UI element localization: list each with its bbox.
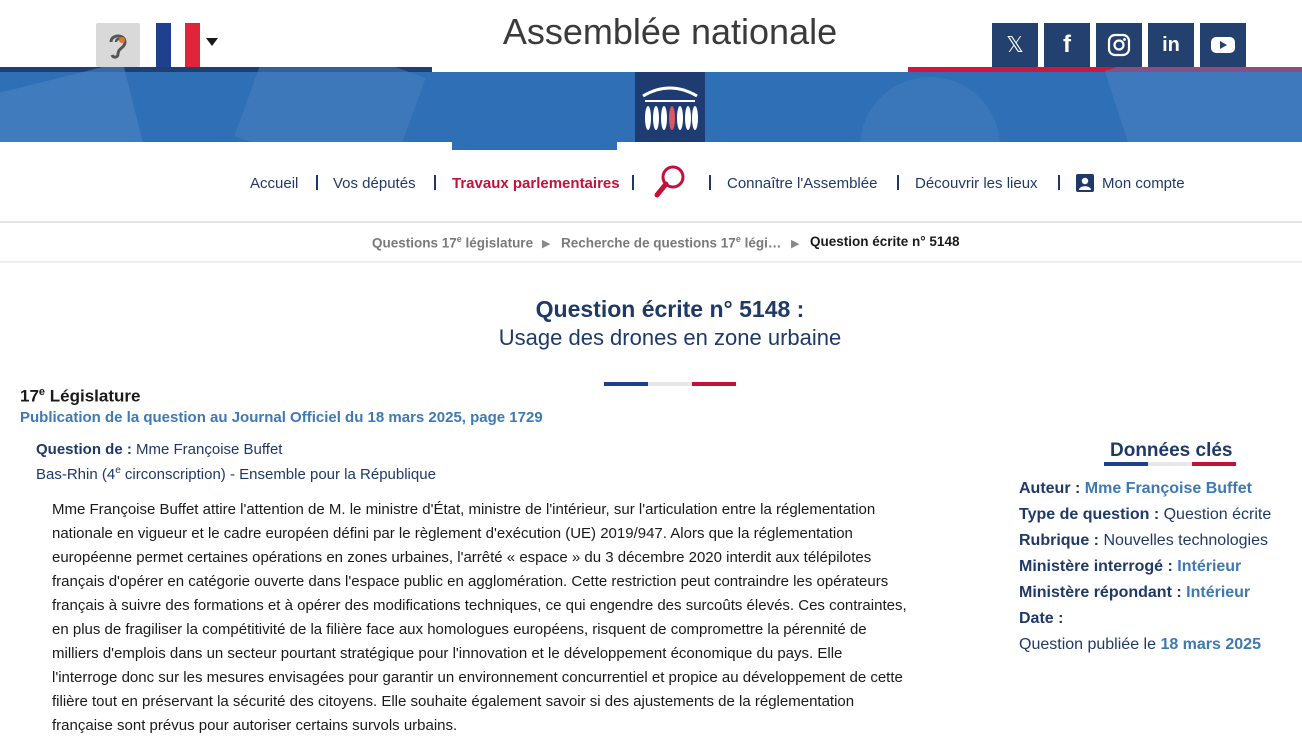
accessibility-button[interactable] (96, 23, 140, 67)
page-title: Question écrite n° 5148 : (535, 296, 805, 322)
main-navigation (0, 150, 1302, 220)
publication-link[interactable]: Publication de la question au Journal Officiel du 18 mars 2025, page 1729 (20, 409, 543, 426)
nav-separator (897, 175, 899, 190)
breadcrumb-text: Questions 17 (372, 235, 457, 251)
flag-red-stripe (185, 23, 200, 67)
key-data-bar-red (1192, 462, 1236, 466)
key-author-link[interactable]: Mme Françoise Buffet (1084, 480, 1252, 497)
key-ministere-interroge-label: Ministère interrogé : (1019, 558, 1173, 575)
key-data-bar-blue (1104, 462, 1148, 466)
question-body (52, 498, 952, 738)
legislature-label (20, 386, 140, 407)
assemblee-logo[interactable] (635, 72, 705, 142)
circonscription (36, 465, 436, 483)
circ-text: Bas-Rhin (4 (36, 466, 116, 483)
key-ministere-interroge-link[interactable]: Intérieur (1177, 558, 1242, 575)
breadcrumb (0, 223, 1302, 263)
breadcrumb-text: légi… (740, 235, 782, 251)
chevron-right-icon: ▶ (542, 238, 551, 250)
body-line: Mme Françoise Buffet attire l'attention de M. le ministre d'État, ministre de l'intérieur, sur l'articulation entre la réglementation (52, 501, 876, 518)
breadcrumb-sup: e (735, 234, 741, 244)
tricolor-bar-red (692, 382, 736, 386)
key-data-title: Données clés (1110, 440, 1233, 461)
key-ministere-repondant (1019, 584, 1250, 602)
key-ministere-repondant-link[interactable]: Intérieur (1186, 584, 1251, 601)
body-line: français à suivre des formations et à opérer des modifications techniques, ce qui engendre des surcoûts élevés. Ces contraintes, (52, 597, 907, 614)
key-type-value: Question écrite (1159, 506, 1272, 523)
key-date-text: Question publiée le (1019, 636, 1161, 653)
body-line: européenne permet certaines opérations en zones urbaines, l'arrêté « espace » du 3 décembre 2020 interdit aux télépilotes (52, 549, 872, 566)
youtube-icon (1210, 35, 1236, 55)
question-author-label: Question de : (36, 441, 132, 458)
hemicycle-logo-icon (635, 72, 705, 142)
key-ministere-repondant-label: Ministère répondant : (1019, 584, 1182, 601)
x-twitter-button[interactable] (992, 23, 1038, 67)
body-line: française sont prévus pour autoriser certains survols urbains. (52, 717, 458, 734)
legislature-sup: e (38, 386, 46, 398)
nav-vos-deputes[interactable]: Vos députés (333, 175, 416, 192)
breadcrumb-sup: e (456, 234, 462, 244)
chevron-right-icon: ▶ (791, 238, 800, 250)
question-author (36, 441, 282, 458)
key-author (1019, 480, 1252, 498)
body-line: filière tout en préservant la sécurité des citoyens. Elle souhaite également savoir si des ajustements de la réglementation (52, 693, 855, 710)
linkedin-icon: in (1162, 33, 1180, 56)
key-rubrique (1019, 532, 1268, 550)
facebook-button[interactable] (1044, 23, 1090, 67)
key-date (1019, 610, 1063, 628)
key-rubrique-label: Rubrique : (1019, 532, 1099, 549)
tricolor-bar-white (648, 382, 692, 386)
circ-text: circonscription) - Ensemble pour la République (120, 466, 436, 483)
key-ministere-interroge (1019, 558, 1241, 576)
key-type (1019, 506, 1271, 524)
question-author-name: Mme Françoise Buffet (131, 441, 283, 458)
nav-decouvrir-lieux[interactable]: Découvrir les lieux (915, 175, 1038, 192)
active-nav-marker (452, 142, 617, 150)
nav-separator (434, 175, 436, 190)
key-type-label: Type de question : (1019, 506, 1160, 523)
nav-travaux-parlementaires[interactable]: Travaux parlementaires (452, 175, 620, 192)
key-author-label: Auteur : (1019, 480, 1081, 497)
tricolor-bar-blue (604, 382, 648, 386)
nav-separator (1058, 175, 1060, 190)
nav-accueil[interactable]: Accueil (250, 175, 299, 192)
language-selector[interactable] (156, 23, 200, 67)
flag-white-stripe (171, 23, 186, 67)
breadcrumb-current: Question écrite n° 5148 (810, 234, 960, 249)
breadcrumb-recherche[interactable] (561, 234, 781, 251)
linkedin-button[interactable] (1148, 23, 1194, 67)
legislature-number: 17 (20, 386, 39, 406)
key-date-label: Date : (1019, 610, 1064, 627)
chevron-down-icon[interactable] (205, 36, 219, 48)
body-line: nationale en vigueur et le cadre européen défini par le règlement d'exécution (UE) 2019/947. Alors que la réglementation (52, 525, 853, 542)
key-date-link[interactable]: 18 mars 2025 (1160, 636, 1261, 653)
key-date-published (1019, 636, 1261, 654)
breadcrumb-text: législature (461, 235, 534, 251)
nav-separator (709, 175, 711, 190)
body-line: l'interroge donc sur les mesures envisagées pour garantir un environnement concurrentiel et propice au développement de cette (52, 669, 903, 686)
body-line: français d'opérer en catégorie ouverte dans l'espace public en agglomération. Cette restriction peut contraindre les opérateurs (52, 573, 889, 590)
x-icon: 𝕏 (1006, 32, 1024, 57)
nav-separator (632, 175, 634, 190)
instagram-icon (1107, 33, 1131, 57)
site-title[interactable]: Assemblée nationale (502, 11, 838, 52)
breadcrumb-questions-17[interactable] (372, 234, 533, 251)
key-rubrique-value: Nouvelles technologies (1099, 532, 1268, 549)
breadcrumb-text: Recherche de questions 17 (561, 235, 736, 251)
key-data-bar-white (1148, 462, 1192, 466)
body-line: milliers d'emplois dans un secteur pourtant stratégique pour l'innovation et le développement économique du pays. Elle (52, 645, 843, 662)
youtube-button[interactable] (1200, 23, 1246, 67)
instagram-button[interactable] (1096, 23, 1142, 67)
page-subtitle: Usage des drones en zone urbaine (498, 325, 842, 350)
nav-mon-compte[interactable]: Mon compte (1102, 175, 1185, 192)
body-line: en plus de fragiliser la compétitivité de la filière face aux homologues européens, risquent de compromettre la pérennité de (52, 621, 867, 638)
legislature-text: Législature (45, 386, 141, 406)
circ-sup: e (115, 465, 121, 476)
nav-separator (316, 175, 318, 190)
facebook-icon: f (1063, 31, 1071, 58)
search-icon[interactable] (652, 162, 690, 200)
nav-connaitre-assemblee[interactable]: Connaître l'Assemblée (727, 175, 878, 192)
flag-blue-stripe (156, 23, 171, 67)
account-icon[interactable] (1076, 174, 1094, 192)
ear-icon (101, 28, 135, 62)
